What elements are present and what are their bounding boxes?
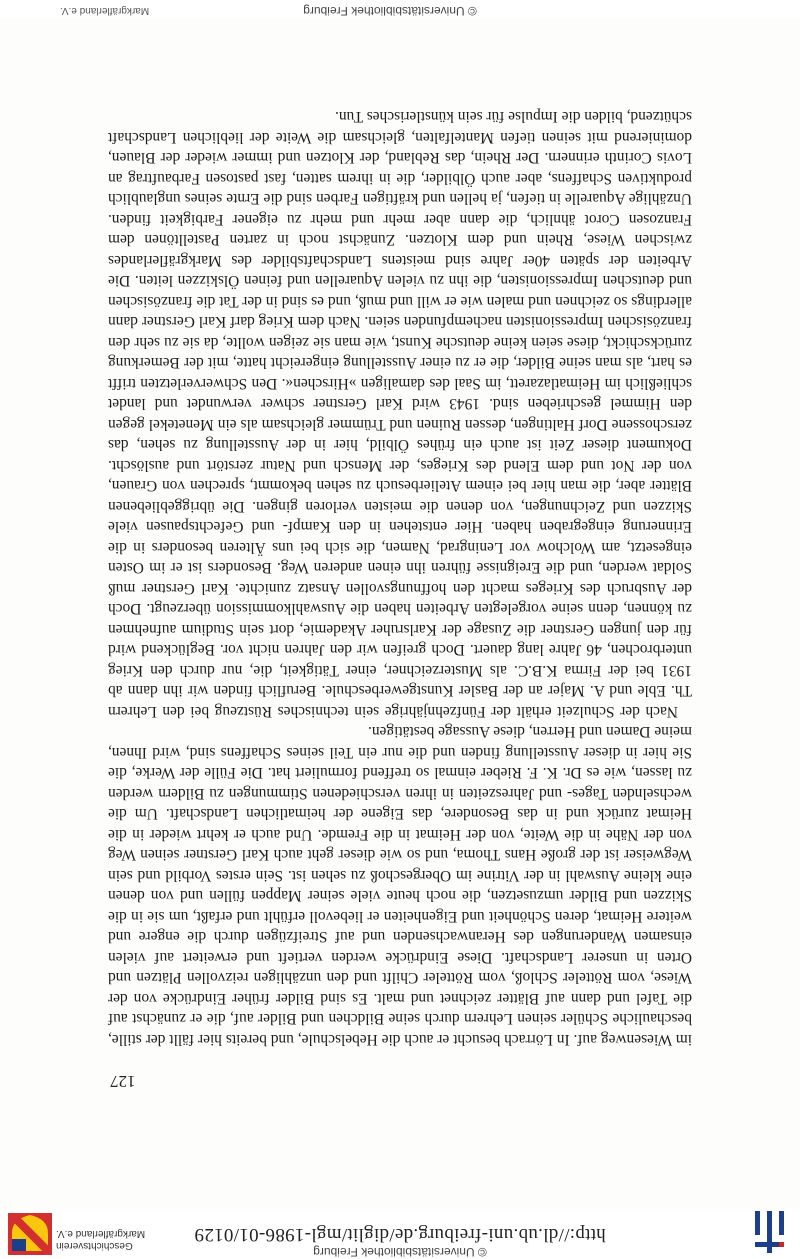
footer-society-label: Markgräflerland e.V. xyxy=(60,5,150,16)
coat-of-arms-icon xyxy=(8,1213,52,1255)
header-band xyxy=(0,1209,800,1259)
paragraph: Nach der Schulzeit erhält der Fünfzehnjährige sein technisches Rüstzeug bei den Lehrern Th. Eble und A. Majer an der Basler Kunstgewerbeschule. Beruflich finden wir ihn dann ab 1931 bei der Firma K.B.C. als Musterzeichner, einer Tätigkeit, die, nur durch den Krieg unterbrochen, 46 Jahre lang dauert. Doch greifen wir den Jahren nicht vor. Beglückend wird für den jungen Gerstner die Zusage der Karlsruher Akademie, dort sein Studium aufnehmen zu können, denn seine vorgelegten Arbeiten haben die Auswahlkommission überzeugt. Doch der Ausbruch des Krieges macht den hoffnungsvollen Ansatz zunichte. Karl Gerstner muß Soldat werden, und die Ereignisse führen ihn einen anderen Weg. Besonders ist er im Osten eingesetzt, am Wolchow vor Leningrad, Namen, die sich bei uns Älteren besonders in die Erinnerung eingegraben haben. Hier entstehen in den Kampf- und Gefechtspausen viele Skizzen und Zeichnungen, von denen die meisten verloren gingen. Die übriggebliebenen Blätter aber, die man hier bei einem Atelierbesuch zu sehen bekommt, sprechen von Grauen, von der Not und dem Elend des Krieges, der Mensch und Natur zerstört und auslöscht. Dokument dieser Zeit ist auch ein frühes Ölbild, hier in der Ausstellung zu sehen, das zerschossene Dorf Haltingen, dessen Ruinen und Trümmer gleichsam als ein Menetekel gegen den Himmel geschrieben sind. 1943 wird Karl Gerstner schwer verwundet und landet schließlich im Heimatlazarett, im Saal des damaligen »Hirschen«. Den Schwerverletzten trifft es hart, als man seine Bilder, die er zu einer Ausstellung eingereicht hatte, mit der Bemerkung zurückschickt, diese seien keine deutsche Kunst, wie man sie zeigen wollte, da sie zu sehr den französischen Impressionisten nachempfunden seien. Nach dem Krieg darf Karl Gerstner dann allerdings so zeichnen und malen wie er will und muß, und es sind in der Tat die französischen und deutschen Impressionisten, die ihn zu vielen Aquarellen und feinen Ölskizzen leiten. Die Arbeiten der späten 40er Jahre sind meistens Landschaftsbilder des Markgräflerlandes zwischen Wiese, Rhein und dem Klotzen. Zunächst noch in zarten Pastelltönen dem Franzosen Corot ähnlich, die dann aber mehr und mehr zu eigener Farbigkeit finden. Unzählige Aquarelle in tiefen, ja hellen und kräftigen Farben sind die Ernte seines unglaublich produktiven Schaffens, aber auch Ölbilder, die in ihrem satten, fast pastosen Farbauftrag an Lovis Corinth erinnern. Der Rhein, das Rebland, der Klotzen und immer wieder der Blauen, dominierend mit seinen tiefen Mantelfalten, gleichsam die Weite der lieblichen Landschaft schützend, bilden die Impulse für sein künstlerisches Tun. xyxy=(108,108,692,720)
body-text xyxy=(108,106,692,1049)
repository-credit: © Universitätsbibliothek Freiburg xyxy=(313,1245,487,1259)
society-label xyxy=(56,1227,145,1251)
library-logo-icon xyxy=(750,1211,790,1253)
paragraph: im Wiesenweg auf. In Lörrach besucht er auch die Hebelschule, und bereits hier fällt der stille, beschauliche Schüler seinen Lehrern durch seine Bildchen und Bilder auf, die er zunächst auf die Tafel und dann auf Blätter zeichnet und malt. Es sind Bilder früher Eindrücke von der Wiese, vom Rötteler Schloß, vom Rötteler Chilft und den unzähligen reizvollen Plätzen und Orten in unserer Landschaft. Diese Eindrücke werden vertieft und erweitert auf vielen einsamen Wanderungen des Heranwachsenden und auf Streifzügen durch die engere und weitere Heimat, deren Schönheit und Eigenheiten er liebevoll erfühlt und erfaßt, um sie in die Skizzen und Bilder umzusetzen, die noch heute viele seiner Mappen füllen und von denen eine kleine Auswahl in der Vitrine im Obergeschoß zu sehen ist. Sein erstes Vorbild und sein Wegweiser ist der große Hans Thoma, und so wie dieser geht auch Karl Gerstner seinen Weg von der Nähe in die Weite, von der Heimat in die Fremde. Und auch er kehrt wieder in die Heimat zurück und in das Besondere, das Eigene der heimatlichen Landschaft. Um die wechselnden Tages- und Jahreszeiten in ihren verschiedenen Stimmungen zu Bildern werden zu lassen, wie es Dr. K. F. Rieber einmal so treffend formuliert hat. Die Fülle der Werke, die Sie hier in dieser Ausstellung finden und die nur ein Teil seines Schaffens sind, wird Ihnen, meine Damen und Herren, diese Aussage bestätigen. xyxy=(108,723,692,1048)
page-number: 127 xyxy=(110,1072,136,1091)
footer-repository-credit: © Universitätsbibliothek Freiburg xyxy=(303,4,477,18)
permalink-url[interactable]: http://dl.ub.uni-freiburg.de/diglit/mgl-1986-01/0129 xyxy=(194,1224,606,1245)
society-region: Markgräflerland e.V. xyxy=(56,1228,146,1239)
footer-band xyxy=(0,0,800,18)
society-name: Geschichtsverein xyxy=(56,1240,133,1251)
